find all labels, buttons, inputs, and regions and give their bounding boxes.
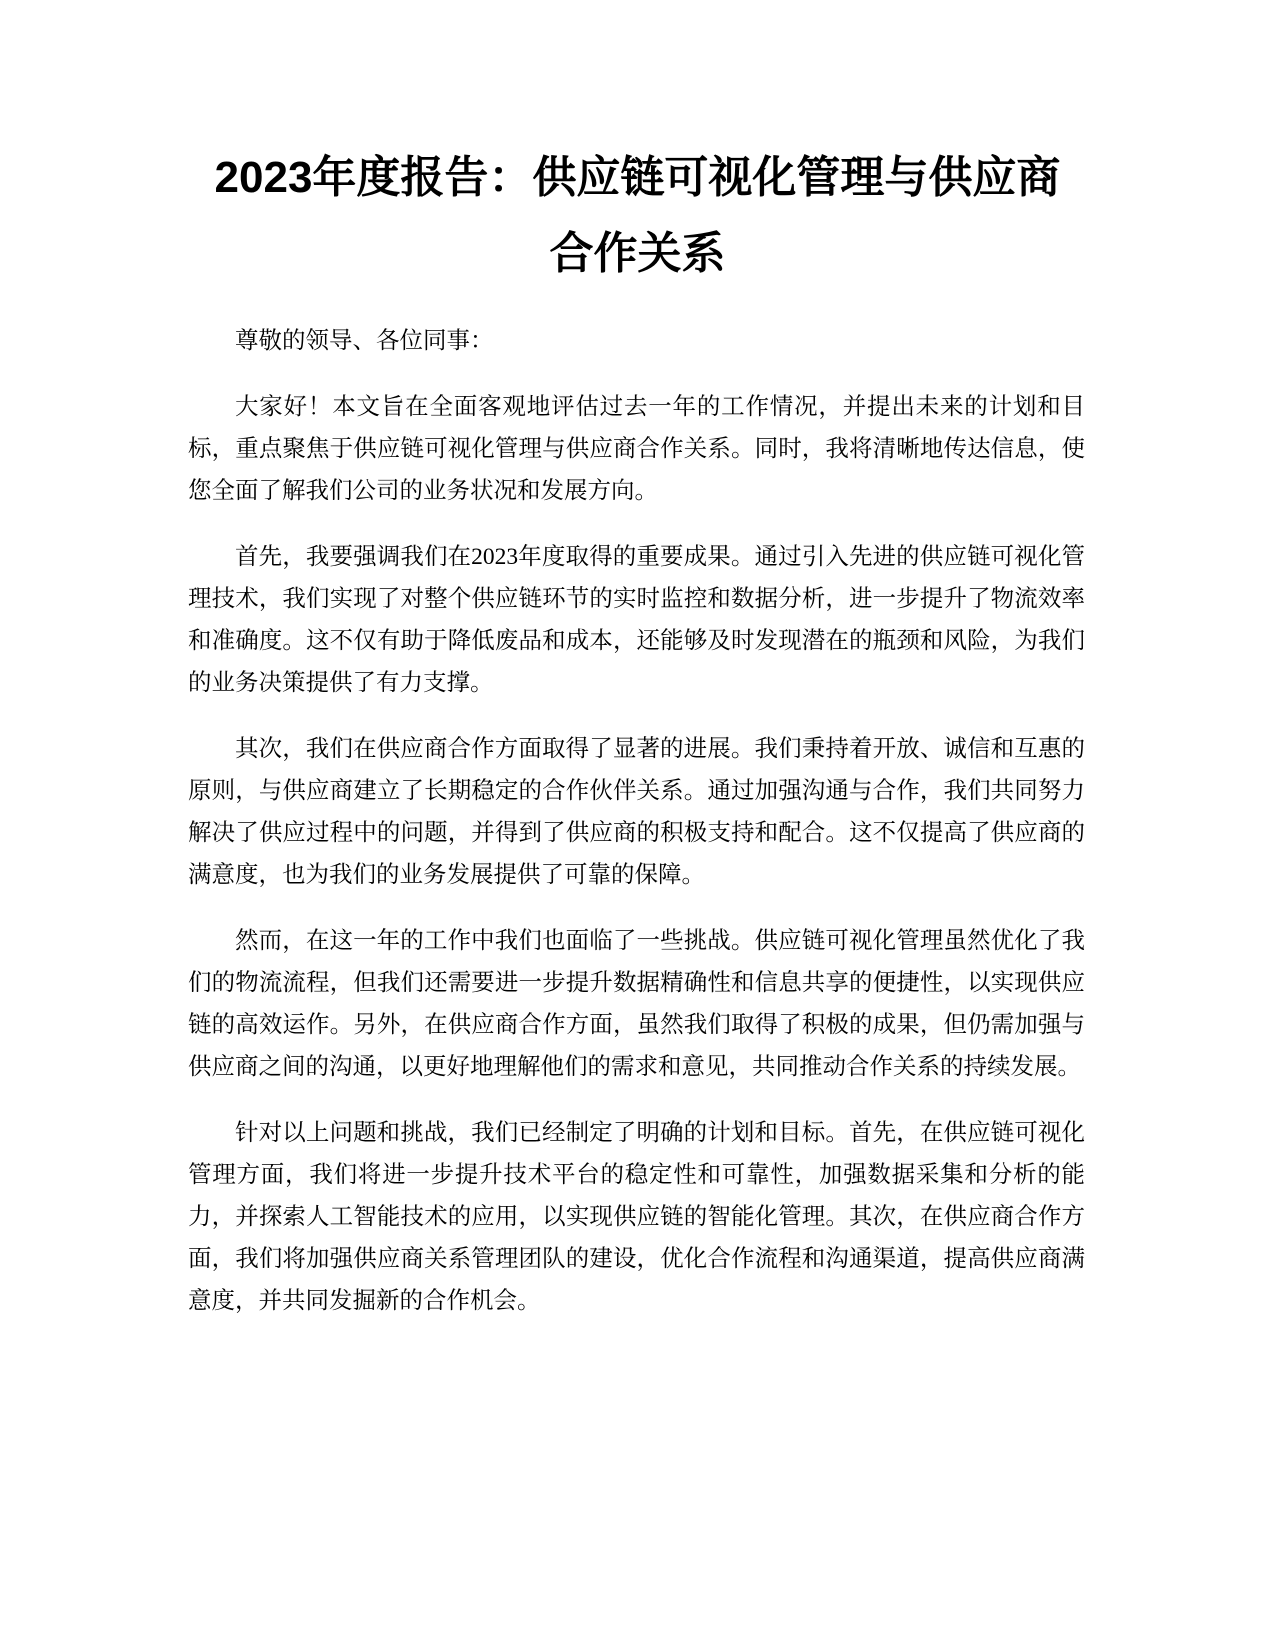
salutation: 尊敬的领导、各位同事： bbox=[235, 328, 494, 354]
paragraph-plans: 针对以上问题和挑战，我们已经制定了明确的计划和目标。首先，在供应链可视化管理方面，我们将进一步提升技术平台的稳定性和可靠性，加强数据采集和分析的能力，并探索人工智能技术的应用，以实现供应链的智能化管理。其次，在供应商合作方面，我们将加强供应商关系管理团队的建设，优化合作流程和沟通渠道，提高供应商满意度，并共同发掘新的合作机会。 bbox=[188, 1120, 1085, 1314]
title-line-2: 合作关系 bbox=[549, 229, 726, 278]
document-body bbox=[188, 320, 1085, 1346]
paragraph-achievements: 首先，我要强调我们在2023年度取得的重要成果。通过引入先进的供应链可视化管理技术，我们实现了对整个供应链环节的实时监控和数据分析，进一步提升了物流效率和准确度。这不仅有助于降低废品和成本，还能够及时发现潜在的瓶颈和风险，为我们的业务决策提供了有力支撑。 bbox=[188, 544, 1085, 696]
paragraph-intro: 大家好！本文旨在全面客观地评估过去一年的工作情况，并提出未来的计划和目标，重点聚焦于供应链可视化管理与供应商合作关系。同时，我将清晰地传达信息，使您全面了解我们公司的业务状况和发展方向。 bbox=[188, 394, 1085, 504]
paragraph-challenges: 然而，在这一年的工作中我们也面临了一些挑战。供应链可视化管理虽然优化了我们的物流流程，但我们还需要进一步提升数据精确性和信息共享的便捷性，以实现供应链的高效运作。另外，在供应商合作方面，虽然我们取得了积极的成果，但仍需加强与供应商之间的沟通，以更好地理解他们的需求和意见，共同推动合作关系的持续发展。 bbox=[188, 928, 1085, 1080]
paragraph-supplier-progress: 其次，我们在供应商合作方面取得了显著的进展。我们秉持着开放、诚信和互惠的原则，与供应商建立了长期稳定的合作伙伴关系。通过加强沟通与合作，我们共同努力解决了供应过程中的问题，并得到了供应商的积极支持和配合。这不仅提高了供应商的满意度，也为我们的业务发展提供了可靠的保障。 bbox=[188, 736, 1085, 888]
title-line-1: 2023年度报告：供应链可视化管理与供应商 bbox=[214, 153, 1061, 202]
document-title bbox=[180, 140, 1095, 292]
